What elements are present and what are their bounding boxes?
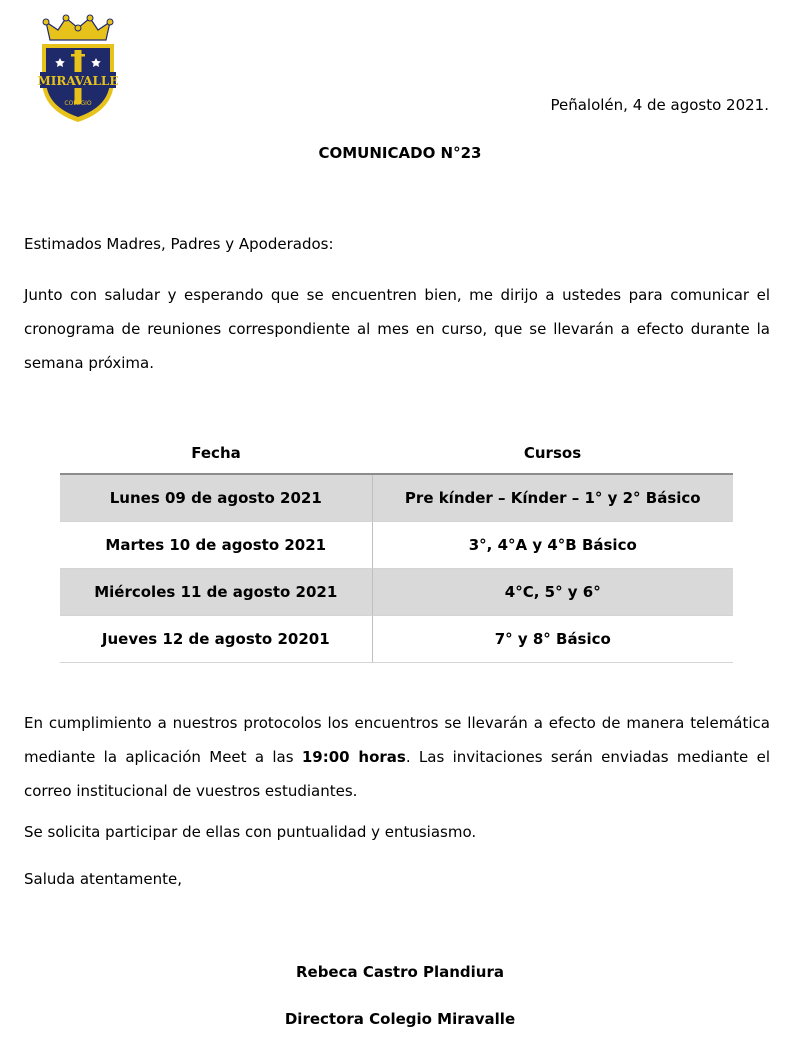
cell-date: Jueves 12 de agosto 20201 [60, 616, 373, 662]
document-title: COMUNICADO N°23 [318, 144, 482, 162]
cell-courses: 3°, 4°A y 4°B Básico [468, 536, 637, 554]
protocol-text-after: . Las invitaciones serán enviadas mediante el correo institucional de vuestros estudiantes. [24, 748, 770, 800]
cell-date: Lunes 09 de agosto 2021 [60, 475, 373, 521]
cell-date: Martes 10 de agosto 2021 [60, 522, 373, 568]
closing-line: Saluda atentamente, [24, 870, 182, 888]
protocol-paragraph [24, 706, 770, 808]
table-row [60, 475, 733, 522]
table-header-row [60, 436, 733, 473]
cell-courses: 7° y 8° Básico [494, 630, 611, 648]
table-row [60, 522, 733, 569]
meeting-schedule-table [60, 436, 733, 663]
table-body [60, 473, 733, 663]
table-row [60, 569, 733, 616]
header-fecha: Fecha [191, 444, 241, 462]
signature-name: Rebeca Castro Plandiura [295, 963, 505, 981]
logo-name: MIRAVALLE [37, 74, 119, 88]
intro-paragraph: Junto con saludar y esperando que se encuentren bien, me dirijo a ustedes para comunicar el cronograma de reuniones correspondiente al mes en curso, que se llevarán a efecto durante la semana próxima. [24, 286, 770, 372]
table-row [60, 616, 733, 663]
cell-courses: 4°C, 5° y 6° [504, 583, 601, 601]
request-paragraph: Se solicita participar de ellas con puntualidad y entusiasmo. [24, 823, 477, 841]
protocol-text-before: En cumplimiento a nuestros protocolos los encuentros se llevarán a efecto de manera telemática mediante la aplicación Meet a las [24, 714, 770, 766]
document-date: Peñalolén, 4 de agosto 2021. [550, 96, 769, 114]
logo-subtitle: COLEGIO [64, 100, 92, 107]
cell-courses: Pre kínder – Kínder – 1° y 2° Básico [404, 489, 701, 507]
signature-role: Directora Colegio Miravalle [284, 1010, 516, 1028]
meeting-time: 19:00 horas [301, 748, 406, 766]
cell-date: Miércoles 11 de agosto 2021 [60, 569, 373, 615]
greeting: Estimados Madres, Padres y Apoderados: [24, 235, 334, 253]
header-cursos: Cursos [523, 444, 582, 462]
school-logo [36, 14, 120, 126]
